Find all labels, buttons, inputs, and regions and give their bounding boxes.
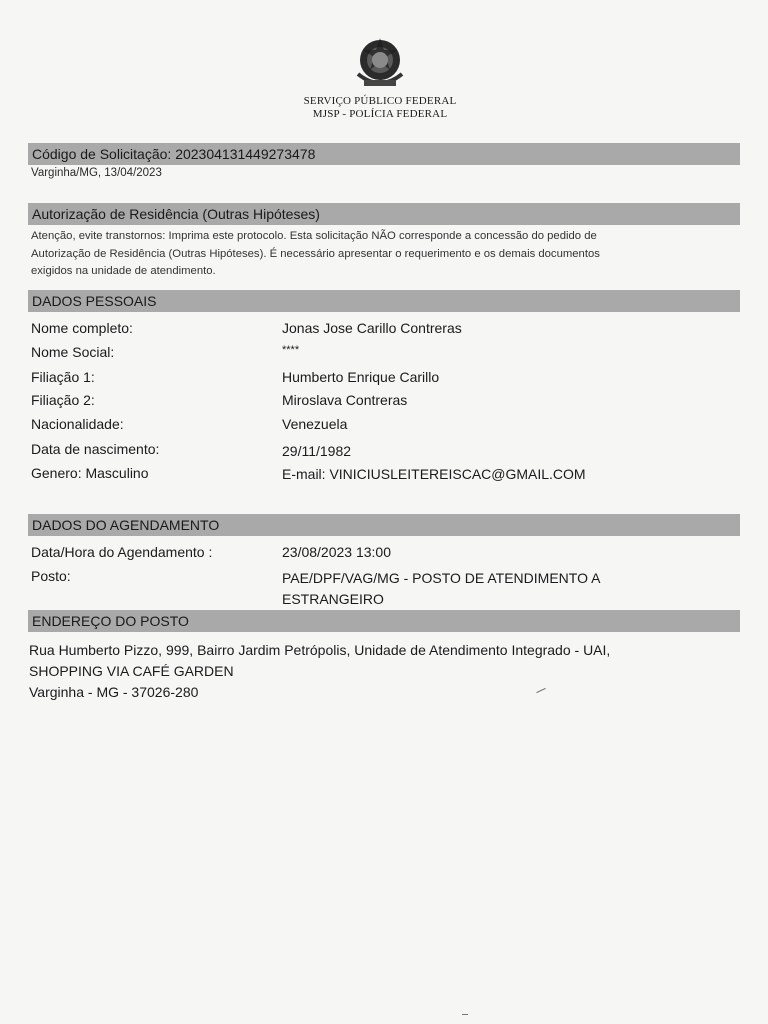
attention-note-line: exigidos na unidade de atendimento. [31, 265, 216, 277]
post-value-line: PAE/DPF/VAG/MG - POSTO DE ATENDIMENTO A [282, 570, 601, 586]
attention-note-line: Atenção, evite transtornos: Imprima este protocolo. Esta solicitação NÃO corresponde a concessão do pedido de [31, 230, 597, 242]
request-code-bar: Código de Solicitação: 202304131449273478 [28, 143, 740, 165]
attention-note-line: Autorização de Residência (Outras Hipóteses). É necessário apresentar o requerimento e os demais documentos [31, 247, 600, 260]
place-date: Varginha/MG, 13/04/2023 [31, 167, 162, 179]
personal-data-bar: DADOS PESSOAIS [28, 290, 740, 312]
address-line: SHOPPING VIA CAFÉ GARDEN [29, 663, 234, 679]
post-address [29, 640, 729, 703]
post-value-line: ESTRANGEIRO [282, 591, 384, 607]
post-value [282, 568, 702, 610]
header-line-agency: MJSP - POLÍCIA FEDERAL [312, 108, 448, 120]
parent1-value: Humberto Enrique Carillo [282, 369, 440, 385]
social-name-label: Nome Social: [31, 344, 115, 360]
social-name-value: **** [282, 344, 300, 356]
email-text: E-mail: VINICIUSLEITEREISCAC@GMAIL.COM [282, 466, 586, 482]
post-label: Posto: [31, 568, 71, 584]
nationality-value: Venezuela [282, 416, 348, 432]
parent2-value: Miroslava Contreras [282, 392, 408, 408]
full-name-label: Nome completo: [31, 320, 133, 336]
parent1-label: Filiação 1: [31, 369, 95, 385]
birth-date-label: Data de nascimento: [31, 441, 160, 457]
header-line-service: SERVIÇO PÚBLICO FEDERAL [303, 95, 457, 107]
address-line: Rua Humberto Pizzo, 999, Bairro Jardim Petrópolis, Unidade de Atendimento Integrado - UAI, [29, 642, 611, 658]
post-address-bar: ENDEREÇO DO POSTO [28, 610, 740, 632]
scan-mark [462, 1014, 468, 1015]
parent2-label: Filiação 2: [31, 392, 95, 408]
service-title-bar: Autorização de Residência (Outras Hipóteses) [28, 203, 740, 225]
attention-note [31, 228, 731, 281]
birth-date-value: 29/11/1982 [282, 443, 352, 459]
appointment-data-bar: DADOS DO AGENDAMENTO [28, 514, 740, 536]
gender-text: Genero: Masculino [31, 465, 149, 481]
appointment-datetime-label: Data/Hora do Agendamento : [31, 544, 213, 560]
coat-of-arms-icon [350, 34, 410, 92]
appointment-datetime-value: 23/08/2023 13:00 [282, 544, 391, 560]
address-line: Varginha - MG - 37026-280 [29, 684, 199, 700]
full-name-value: Jonas Jose Carillo Contreras [282, 320, 462, 336]
nationality-label: Nacionalidade: [31, 416, 124, 432]
